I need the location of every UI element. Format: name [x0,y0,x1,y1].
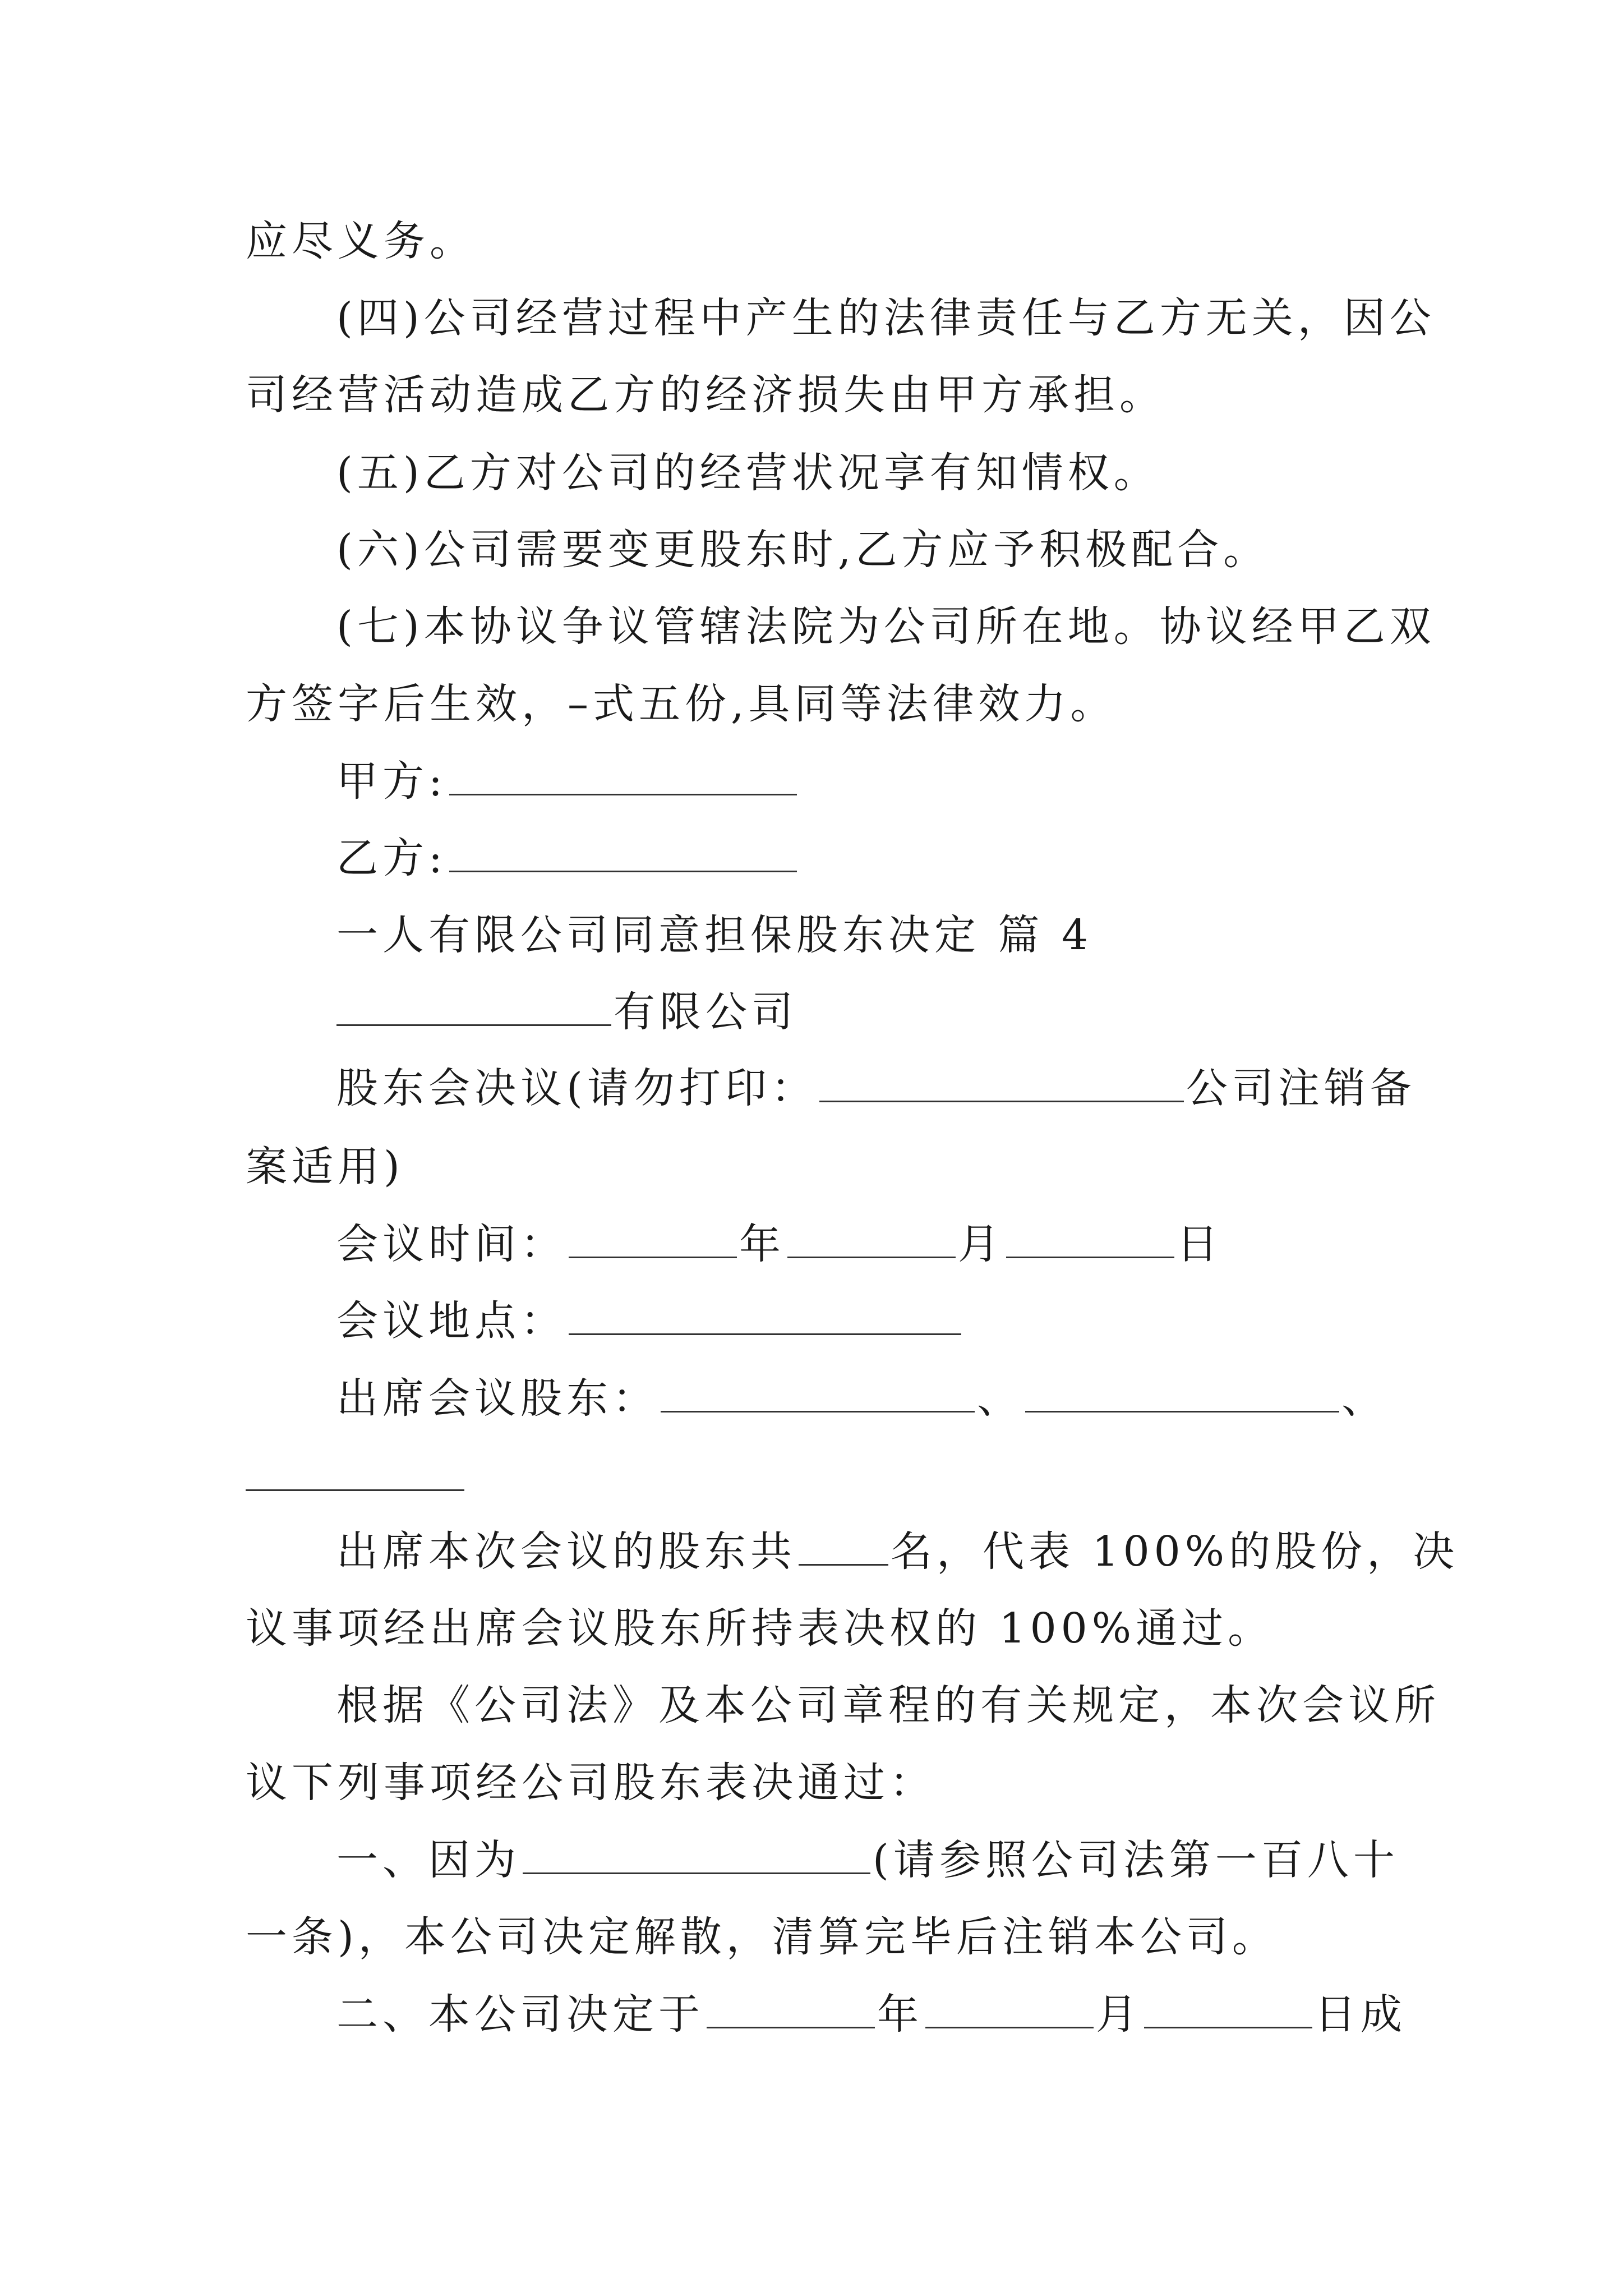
resolution-title-a: 股东会决议(请勿打印： [336,1064,817,1112]
item-two-day: 日成 [1315,1990,1407,2039]
party-a-label: 甲方: [336,757,447,806]
day-blank [1144,1992,1312,2028]
clause-six: (六)公司需要变更股东时,乙方应予积极配合。 [336,526,1270,574]
clause-four: (四)公司经营过程中产生的法律责任与乙方无关，因公 [336,294,1436,342]
year-label: 年 [739,1220,785,1268]
basis-line-cont: 议下列事项经公司股东表决通过： [246,1759,935,1807]
section-heading: 一人有限公司同意担保股东决定 篇 4 [336,911,1093,959]
item-one-cont: 一条)，本公司决定解散，清算完毕后注销本公司。 [246,1913,1278,1961]
attendance-count-a: 出席本次会议的股东共 [336,1527,796,1576]
resolution-title-cont: 案适用) [246,1143,404,1191]
meeting-time-label: 会议时间： [336,1220,566,1268]
month-label: 月 [958,1220,1004,1268]
reason-blank [523,1838,870,1874]
year-label: 年 [877,1990,923,2039]
attendance-count-line [336,1524,1459,1580]
month-blank [925,1992,1094,2028]
party-a-signature [336,753,799,809]
attendees-line [336,1370,1387,1427]
resolution-title [336,1060,1416,1116]
day-blank [1006,1222,1174,1258]
month-label: 月 [1096,1990,1142,2039]
item-two [336,1986,1407,2042]
party-b-label: 乙方: [336,834,447,882]
attendee-blank [1025,1376,1339,1412]
item-two-a: 二、本公司决定于 [336,1990,704,2039]
clause-seven-cont: 方签字后生效，–式五份,具同等法律效力。 [246,680,1117,728]
separator: 、 [977,1374,1023,1423]
clause-five: (五)乙方对公司的经营状况享有知情权。 [336,449,1160,497]
item-one-b: (请参照公司法第一百八十 [873,1836,1399,1884]
count-blank [799,1529,888,1566]
meeting-place-line [336,1293,963,1349]
company-suffix: 有限公司 [614,988,797,1036]
attendee-blank [246,1489,464,1491]
meeting-place-label: 会议地点： [336,1297,566,1345]
party-b-blank [449,836,797,872]
separator: 、 [1341,1374,1387,1423]
month-blank [787,1222,956,1258]
basis-line: 根据《公司法》及本公司章程的有关规定，本次会议所 [336,1681,1440,1729]
year-blank [569,1222,737,1258]
clause-seven: (七)本协议争议管辖法院为公司所在地。协议经甲乙双 [336,602,1436,651]
attendee-blank [661,1376,975,1412]
attendees-label: 出席会议股东： [336,1374,658,1423]
company-blank [819,1066,1184,1102]
item-one [336,1832,1399,1888]
clause-four-cont: 司经营活动造成乙方的经济损失由甲方承担。 [246,371,1165,419]
resolution-title-b: 公司注销备 [1186,1064,1416,1112]
company-name-line [336,984,797,1040]
attendance-count-cont: 议事项经出席会议股东所持表决权的 100%通过。 [246,1604,1274,1653]
day-label: 日 [1177,1220,1223,1268]
attendance-count-b: 名，代表 100%的股份，决 [891,1527,1459,1576]
paragraph-line: 应尽义务。 [246,217,476,265]
year-blank [707,1992,875,2028]
party-a-blank [449,759,797,795]
meeting-time-line [336,1216,1223,1272]
item-one-a: 一、因为 [336,1836,520,1884]
place-blank [569,1299,961,1335]
company-name-blank [336,990,611,1026]
party-b-signature [336,830,799,886]
